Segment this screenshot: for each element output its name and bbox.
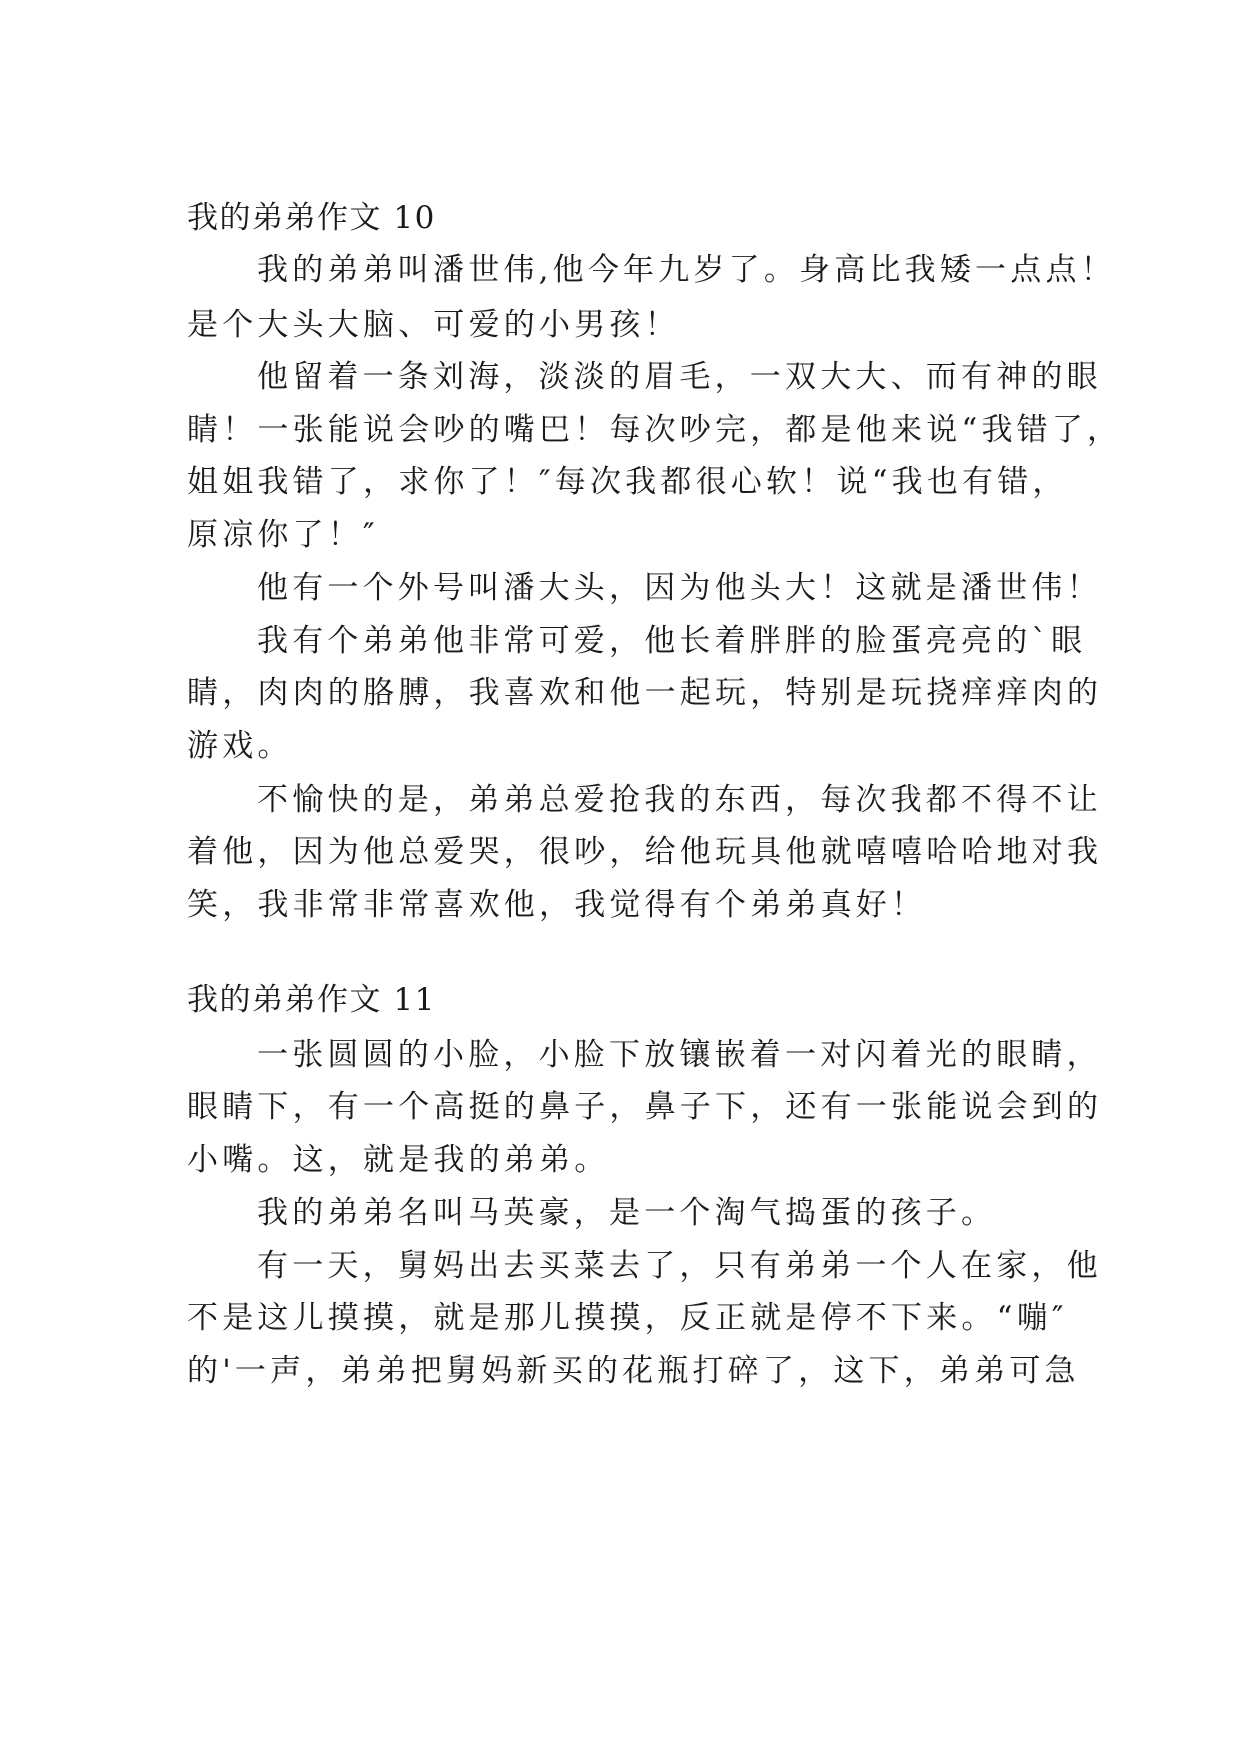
paragraph-line: 我的弟弟名叫马英豪，是一个淘气捣蛋的孩子。 [257, 1195, 997, 1231]
paragraph-line: 小嘴。这，就是我的弟弟。 [187, 1142, 610, 1178]
paragraph-line: 我有个弟弟他非常可爱，他长着胖胖的脸蛋亮亮的`眼 [257, 623, 1087, 659]
paragraph-line: 有一天，舅妈出去买菜去了，只有弟弟一个人在家，他 [257, 1248, 1102, 1284]
paragraph-line: 不是这儿摸摸，就是那儿摸摸，反正就是停不下来。“嘣″ [187, 1300, 1068, 1336]
paragraph-line: 眼睛下，有一个高挺的鼻子，鼻子下，还有一张能说会到的 [187, 1089, 1103, 1125]
paragraph-line: 一张圆圆的小脸，小脸下放镶嵌着一对闪着光的眼睛， [257, 1037, 1102, 1073]
paragraph-line: 睛，肉肉的胳膊，我喜欢和他一起玩，特别是玩挠痒痒肉的 [187, 675, 1103, 711]
paragraph-line: 睛！一张能说会吵的嘴巴！每次吵完，都是他来说“我错了， [187, 412, 1123, 448]
paragraph-line: 是个大头大脑、可爱的小男孩！ [187, 307, 680, 343]
paragraph-line: 原凉你了！″ [187, 517, 379, 553]
paragraph-line: 笑，我非常非常喜欢他，我觉得有个弟弟真好！ [187, 887, 927, 923]
paragraph-line: 他留着一条刘海，淡淡的眉毛，一双大大、而有神的眼 [257, 359, 1102, 395]
paragraph-line: 的'一声，弟弟把舅妈新买的花瓶打碎了，这下，弟弟可急 [187, 1353, 1080, 1389]
paragraph-line: 我的弟弟叫潘世伟,他今年九岁了。身高比我矮一点点！ [257, 252, 1116, 288]
paragraph-line: 他有一个外号叫潘大头，因为他头大！这就是潘世伟！ [257, 570, 1102, 606]
essay-10-title: 我的弟弟作文 10 [187, 200, 436, 236]
paragraph-line: 着他，因为他总爱哭，很吵，给他玩具他就嘻嘻哈哈地对我 [187, 834, 1103, 870]
paragraph-line: 不愉快的是，弟弟总爱抢我的东西，每次我都不得不让 [257, 782, 1102, 818]
paragraph-line: 游戏。 [187, 728, 293, 764]
paragraph-line: 姐姐我错了，求你了！″每次我都很心软！说“我也有错， [187, 464, 1068, 500]
essay-11-title: 我的弟弟作文 11 [187, 982, 436, 1018]
